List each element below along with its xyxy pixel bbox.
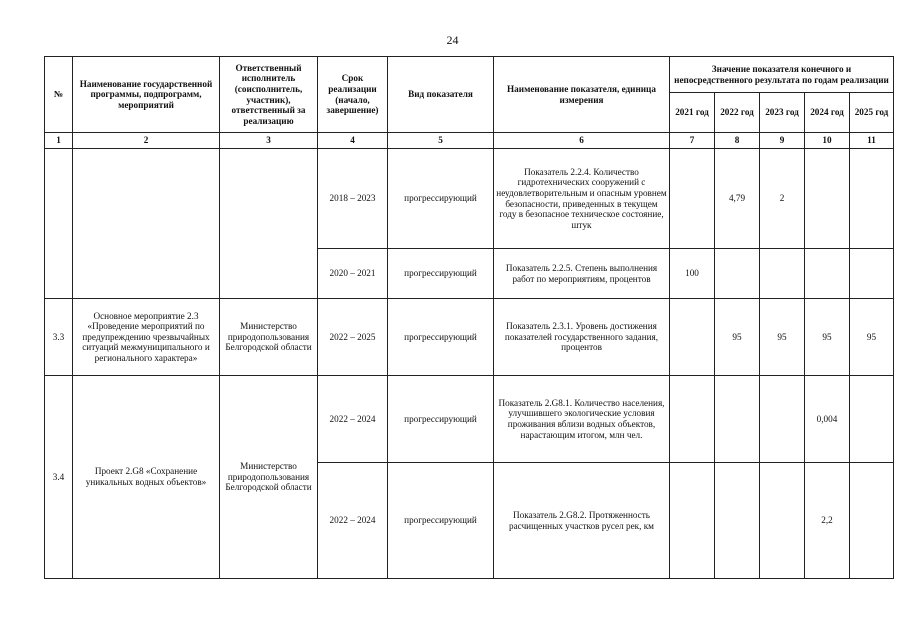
table-row [45, 376, 894, 463]
cell-type: прогрессирующий [388, 376, 494, 463]
cell-type: прогрессирующий [388, 149, 494, 249]
cell-value [805, 249, 850, 299]
header-executor: Ответственный исполнитель (соисполнитель, участник), ответственный за реализацию [220, 57, 318, 133]
cell-value [760, 249, 805, 299]
table-row [45, 149, 894, 249]
cell-name [73, 149, 220, 299]
header-year: 2021 год [670, 93, 715, 133]
column-number: 7 [670, 133, 715, 149]
column-number: 11 [850, 133, 894, 149]
cell-value [715, 376, 760, 463]
cell-name: Проект 2.G8 «Сохранение уникальных водных объектов» [73, 376, 220, 579]
cell-value [850, 249, 894, 299]
cell-value: 4,79 [715, 149, 760, 249]
cell-name: Основное мероприятие 2.3 «Проведение мероприятий по предупреждению чрезвычайных ситуаций межмуниципального и регионального характера» [73, 299, 220, 376]
cell-value [670, 376, 715, 463]
cell-value: 2,2 [805, 463, 850, 579]
cell-value [850, 463, 894, 579]
cell-executor: Министерство природопользования Белгородской области [220, 299, 318, 376]
column-number: 1 [45, 133, 73, 149]
cell-value [670, 149, 715, 249]
column-number: 6 [494, 133, 670, 149]
cell-value [850, 376, 894, 463]
header-no: № [45, 57, 73, 133]
cell-type: прогрессирующий [388, 299, 494, 376]
header-year: 2023 год [760, 93, 805, 133]
cell-value: 2 [760, 149, 805, 249]
cell-value [760, 463, 805, 579]
cell-value: 100 [670, 249, 715, 299]
cell-value [670, 463, 715, 579]
column-number: 10 [805, 133, 850, 149]
cell-term: 2022 – 2025 [318, 299, 388, 376]
cell-term: 2018 – 2023 [318, 149, 388, 249]
cell-type: прогрессирующий [388, 463, 494, 579]
cell-term: 2022 – 2024 [318, 463, 388, 579]
cell-value [805, 149, 850, 249]
column-number: 5 [388, 133, 494, 149]
cell-indicator: Показатель 2.G8.2. Протяженность расчищенных участков русел рек, км [494, 463, 670, 579]
column-number: 2 [73, 133, 220, 149]
cell-indicator: Показатель 2.2.5. Степень выполнения работ по мероприятиям, процентов [494, 249, 670, 299]
header-year: 2025 год [850, 93, 894, 133]
cell-term: 2020 – 2021 [318, 249, 388, 299]
column-number: 8 [715, 133, 760, 149]
column-number: 9 [760, 133, 805, 149]
cell-indicator: Показатель 2.G8.1. Количество населения, улучшившего экологические условия проживания вблизи водных объектов, нарастающим итогом, млн чел. [494, 376, 670, 463]
cell-value: 95 [715, 299, 760, 376]
cell-value [715, 463, 760, 579]
header-row [45, 57, 894, 93]
cell-type: прогрессирующий [388, 249, 494, 299]
header-term: Срок реализации (начало, завершение) [318, 57, 388, 133]
header-type: Вид показателя [388, 57, 494, 133]
cell-no: 3.3 [45, 299, 73, 376]
cell-value [670, 299, 715, 376]
header-year: 2024 год [805, 93, 850, 133]
column-number: 4 [318, 133, 388, 149]
cell-value: 95 [805, 299, 850, 376]
cell-value [760, 376, 805, 463]
cell-no: 3.4 [45, 376, 73, 579]
cell-value: 0,004 [805, 376, 850, 463]
cell-executor [220, 149, 318, 299]
table-row [45, 299, 894, 376]
cell-value: 95 [760, 299, 805, 376]
header-indicator: Наименование показателя, единица измерения [494, 57, 670, 133]
indicators-table [44, 56, 894, 579]
column-numbers-row [45, 133, 894, 149]
cell-executor: Министерство природопользования Белгородской области [220, 376, 318, 579]
column-number: 3 [220, 133, 318, 149]
page-number: 24 [446, 33, 459, 47]
cell-value [850, 149, 894, 249]
cell-term: 2022 – 2024 [318, 376, 388, 463]
cell-value: 95 [850, 299, 894, 376]
cell-value [715, 249, 760, 299]
header-year: 2022 год [715, 93, 760, 133]
header-values: Значение показателя конечного и непосредственного результата по годам реализации [670, 57, 894, 93]
cell-indicator: Показатель 2.2.4. Количество гидротехнических сооружений с неудовлетворительным и опасным уровнем безопасности, приведенных в текущем году в безопасное техническое состояние, штук [494, 149, 670, 249]
cell-no [45, 149, 73, 299]
cell-indicator: Показатель 2.3.1. Уровень достижения показателей государственного задания, процентов [494, 299, 670, 376]
header-name: Наименование государственной программы, подпрограмм, мероприятий [73, 57, 220, 133]
